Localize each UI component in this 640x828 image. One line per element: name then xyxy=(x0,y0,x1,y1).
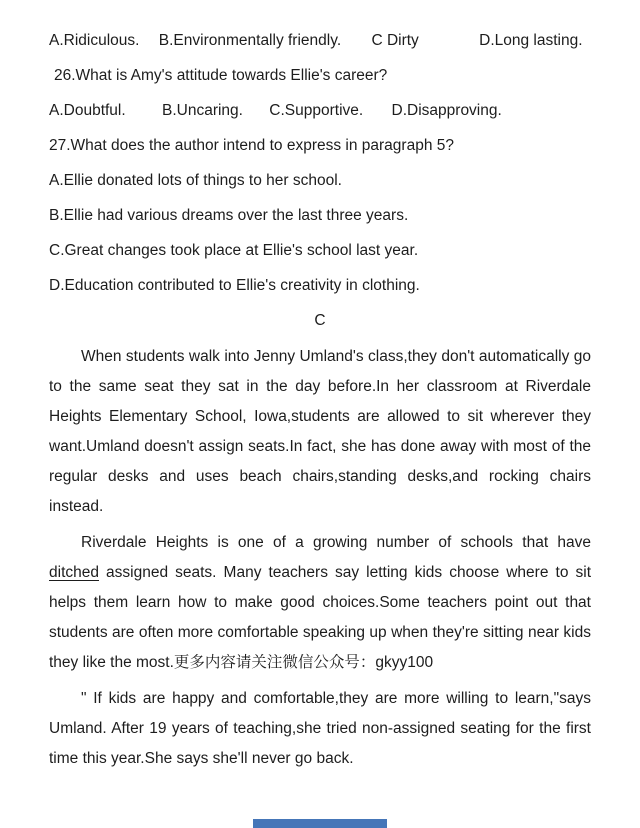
q27-option-a: A.Ellie donated lots of things to her school. xyxy=(49,172,342,189)
passage-paragraph-1: When students walk into Jenny Umland's class,they don't automatically go to the same seat they sat in the day before.In her classroom at Riverdale Heights Elementary School, Iowa,students are allowed to sit wherever they want.Umland doesn't assign seats.In fact, she has done away with most of the regular desks and uses beach chairs,standing desks,and rocking chairs instead. xyxy=(49,348,591,515)
q26-option-a: A.Doubtful. xyxy=(49,102,126,119)
question-25-options-row xyxy=(49,30,591,52)
q27-option-d: D.Education contributed to Ellie's creativity in clothing. xyxy=(49,277,420,294)
q26-option-d: D.Disapproving. xyxy=(391,102,502,119)
passage-paragraph-2 xyxy=(49,528,591,678)
q25-option-c: C Dirty xyxy=(371,32,419,49)
q26-option-b: B.Uncaring. xyxy=(162,102,243,119)
footer-accent-bar xyxy=(253,819,387,828)
q25-option-d: D.Long lasting. xyxy=(479,32,583,49)
paragraph-2-text-pre: Riverdale Heights is one of a growing number of schools that have xyxy=(81,534,591,551)
passage-paragraph-3: " If kids are happy and comfortable,they are more willing to learn,"says Umland. After 19 years of teaching,she tried non-assigned seating for the first time this year.She says she'll never go back. xyxy=(49,690,591,767)
q25-option-a: A.Ridiculous. xyxy=(49,32,140,49)
question-26-options-row xyxy=(49,100,591,122)
q27-option-c: C.Great changes took place at Ellie's school last year. xyxy=(49,242,419,259)
q27-option-b: B.Ellie had various dreams over the last three years. xyxy=(49,207,409,224)
paragraph-2-text-post: assigned seats. Many teachers say letting kids choose where to sit helps them learn how to make good choices.Some teachers point out that students are often more comfortable speaking up when they're sitting near kids they like the most.更多内容请关注微信公众号：gkyy100 xyxy=(49,564,591,671)
question-27-stem: 27.What does the author intend to express in paragraph 5? xyxy=(49,137,454,154)
underlined-word-ditched: ditched xyxy=(49,564,99,581)
question-26-stem: 26.What is Amy's attitude towards Ellie's career? xyxy=(54,67,388,84)
q26-option-c: C.Supportive. xyxy=(269,102,364,119)
q25-option-b: B.Environmentally friendly. xyxy=(158,32,342,49)
passage-section-label: C xyxy=(314,312,326,329)
